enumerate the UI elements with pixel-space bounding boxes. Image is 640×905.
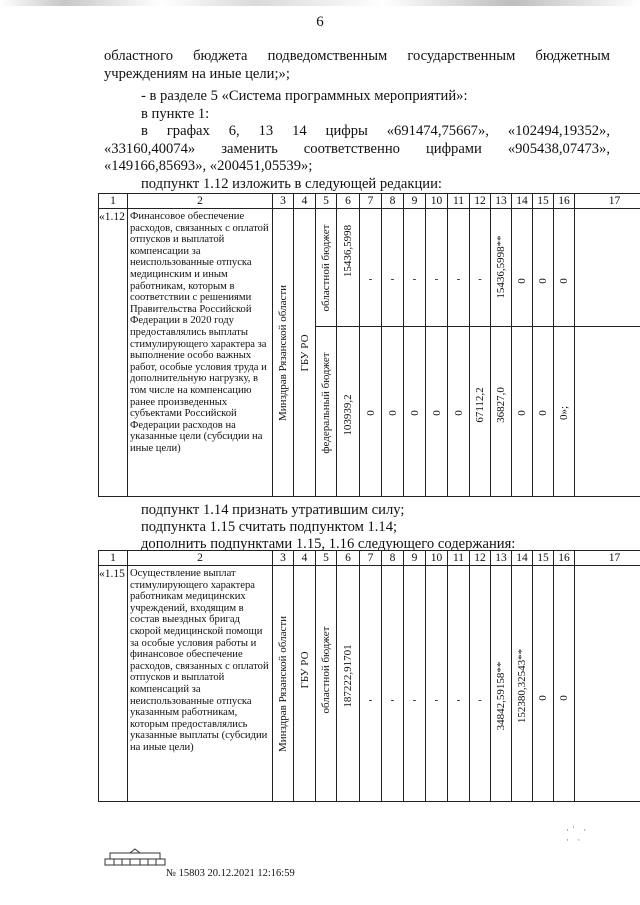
value-cell xyxy=(382,566,404,802)
value-text: - xyxy=(434,694,439,706)
value-text: - xyxy=(390,694,395,706)
value-cell xyxy=(360,327,382,497)
header-cell: 11 xyxy=(448,194,470,209)
value-text: 0 xyxy=(364,410,377,416)
funding-source: федеральный бюджет xyxy=(320,352,332,454)
header-cell: 7 xyxy=(360,194,382,209)
header-cell: 6 xyxy=(337,551,360,566)
value-text: 152380,32543** xyxy=(516,648,528,724)
header-cell: 4 xyxy=(294,551,316,566)
header-cell: 6 xyxy=(337,194,360,209)
value-text: 0 xyxy=(537,695,549,701)
header-cell: 9 xyxy=(404,551,426,566)
value-text: - xyxy=(368,694,373,706)
value-cell xyxy=(575,566,640,802)
value-text: 0 xyxy=(558,695,570,701)
value-cell xyxy=(533,209,554,327)
item-description: Финансовое обеспечение расходов, связанных с оплатой отпусков и выплатой компенсации за неиспользованные отпуска медицинским и иным работникам, которым в соответствии с решениями Правительства Российской Федерации в 2020 году предоставлялись выплаты стимулирующего характера за выполнение особо важных работ, особые условия труда и дополнительную нагрузку, в том числе на компенсацию ранее произведенных субъектами Российской Федерации расходов на указанные цели (субсидии на иные цели) xyxy=(128,209,273,497)
paragraph-line: «149166,85693», «200451,05539»; xyxy=(104,158,313,174)
paragraph-line: учреждениям на иные цели;»; xyxy=(104,66,290,82)
header-cell: 13 xyxy=(491,551,512,566)
value-text: 34842,59158** xyxy=(495,661,507,731)
value-text: 0 xyxy=(558,278,570,284)
paragraph-line: областного бюджета подведомственным государственным бюджетным xyxy=(104,48,610,64)
value-cell xyxy=(337,327,360,497)
value-cell xyxy=(448,327,470,497)
value-cell xyxy=(512,566,533,802)
header-cell: 11 xyxy=(448,551,470,566)
value-text: 0»; xyxy=(558,405,570,421)
executor-cell xyxy=(294,209,316,497)
funding-source: областной бюджет xyxy=(320,626,332,714)
item-number: «1.15 xyxy=(99,566,128,802)
header-cell: 5 xyxy=(316,551,337,566)
executor-text: ГБУ РО xyxy=(298,651,311,689)
value-cell xyxy=(337,566,360,802)
value-text: 0 xyxy=(430,410,443,416)
funding-source-cell xyxy=(316,566,337,802)
value-cell xyxy=(512,327,533,497)
header-cell: 1 xyxy=(99,551,128,566)
value-cell xyxy=(533,566,554,802)
header-cell: 1 xyxy=(99,194,128,209)
header-cell: 4 xyxy=(294,194,316,209)
value-cell xyxy=(426,327,448,497)
scan-specks: ·˙ · · · xyxy=(566,825,590,845)
value-text: 67112,2 xyxy=(474,387,486,423)
value-text: - xyxy=(456,273,461,285)
value-cell xyxy=(337,209,360,327)
value-cell xyxy=(382,209,404,327)
program-table-2 xyxy=(98,550,640,802)
value-cell xyxy=(448,566,470,802)
header-cell: 8 xyxy=(382,551,404,566)
value-text: - xyxy=(368,273,373,285)
header-cell: 3 xyxy=(273,194,294,209)
ministry-cell xyxy=(273,209,294,497)
header-cell: 7 xyxy=(360,551,382,566)
value-text: 0 xyxy=(452,410,465,416)
total-value: 15436,5998 xyxy=(342,224,354,278)
value-cell xyxy=(470,327,491,497)
value-cell xyxy=(426,209,448,327)
value-text: - xyxy=(478,694,482,706)
paragraph-line: подпункта 1.15 считать подпунктом 1.14; xyxy=(141,519,398,535)
value-cell xyxy=(382,327,404,497)
value-cell xyxy=(533,327,554,497)
table-row xyxy=(99,209,640,327)
header-cell: 10 xyxy=(426,551,448,566)
value-text: - xyxy=(412,694,417,706)
header-cell: 16 xyxy=(554,194,575,209)
paragraph-line: «33160,40074» заменить соответственно цифрами «905438,07473», xyxy=(104,141,610,157)
value-cell xyxy=(426,566,448,802)
funding-source: областной бюджет xyxy=(320,224,332,311)
header-cell: 14 xyxy=(512,551,533,566)
table-header-row xyxy=(99,194,640,209)
total-value: 187222,91701 xyxy=(342,644,354,708)
value-cell xyxy=(404,209,426,327)
value-cell xyxy=(491,327,512,497)
item-number: «1.12 xyxy=(99,209,128,497)
value-text: 15436,5998** xyxy=(495,235,507,299)
value-text: 0 xyxy=(408,410,421,416)
value-cell xyxy=(554,327,575,497)
value-text: 0 xyxy=(537,278,549,284)
value-cell xyxy=(575,327,640,497)
value-text: - xyxy=(456,694,461,706)
ministry-text: Минздрав Рязанской области xyxy=(277,615,289,752)
value-cell xyxy=(491,209,512,327)
value-cell xyxy=(360,209,382,327)
funding-source-cell xyxy=(316,209,337,327)
header-cell: 12 xyxy=(470,194,491,209)
value-text: 0 xyxy=(516,278,528,284)
edms-stamp-logo xyxy=(104,848,166,866)
paragraph-line: - в разделе 5 «Система программных мероприятий»: xyxy=(141,88,468,104)
item-description: Осуществление выплат стимулирующего характера работникам медицинских учреждений, входящим в состав выездных бригад скорой медицинской помощи за особые условия работы и финансовое обеспечение расходов, связанных с оплатой отпусков и выплатой компенсаций за неиспользованные отпуска указанным работникам, которым предоставлялись указанные выплаты (субсидии на иные цели) xyxy=(128,566,273,802)
header-cell: 2 xyxy=(128,194,273,209)
header-cell: 14 xyxy=(512,194,533,209)
value-text: 0 xyxy=(386,410,399,416)
value-text: 0 xyxy=(516,410,528,416)
ministry-cell xyxy=(273,566,294,802)
executor-text: ГБУ РО xyxy=(298,333,311,372)
header-cell: 5 xyxy=(316,194,337,209)
ministry-text: Минздрав Рязанской области xyxy=(277,284,289,421)
total-value: 103939,2 xyxy=(342,394,354,436)
value-text: 36827,0 xyxy=(495,387,507,423)
header-cell: 8 xyxy=(382,194,404,209)
document-registration: № 15803 20.12.2021 12:16:59 xyxy=(166,868,295,879)
header-cell: 2 xyxy=(128,551,273,566)
value-text: - xyxy=(434,273,439,285)
paragraph-line: в пункте 1: xyxy=(141,106,210,122)
header-cell: 16 xyxy=(554,551,575,566)
value-cell xyxy=(470,209,491,327)
header-cell: 15 xyxy=(533,551,554,566)
value-cell xyxy=(554,566,575,802)
executor-cell xyxy=(294,566,316,802)
value-cell xyxy=(404,327,426,497)
header-cell: 9 xyxy=(404,194,426,209)
paragraph-line: подпункт 1.14 признать утратившим силу; xyxy=(141,502,405,518)
value-cell xyxy=(470,566,491,802)
value-cell xyxy=(512,209,533,327)
program-table-1 xyxy=(98,193,640,497)
value-cell xyxy=(360,566,382,802)
paragraph-line: подпункт 1.12 изложить в следующей редакции: xyxy=(141,176,442,192)
paragraph-line: в графах 6, 13 14 цифры «691474,75667», «102494,19352», xyxy=(141,123,610,139)
value-text: - xyxy=(478,273,482,285)
value-cell xyxy=(404,566,426,802)
value-text: 0 xyxy=(537,410,549,416)
page-number: 6 xyxy=(316,14,324,30)
paragraph-line: дополнить подпунктами 1.15, 1.16 следующего содержания: xyxy=(141,536,516,552)
header-cell: 12 xyxy=(470,551,491,566)
value-cell xyxy=(575,209,640,327)
header-cell: 17 xyxy=(575,194,640,209)
header-cell: 10 xyxy=(426,194,448,209)
building-icon xyxy=(104,848,166,866)
value-text: - xyxy=(390,273,395,285)
header-cell: 13 xyxy=(491,194,512,209)
value-cell xyxy=(554,209,575,327)
value-text: - xyxy=(412,273,417,285)
value-cell xyxy=(448,209,470,327)
header-cell: 3 xyxy=(273,551,294,566)
scan-top-edge xyxy=(0,0,640,6)
header-cell: 17 xyxy=(575,551,640,566)
header-cell: 15 xyxy=(533,194,554,209)
table-header-row xyxy=(99,551,640,566)
funding-source-cell xyxy=(316,327,337,497)
table-row xyxy=(99,566,640,802)
value-cell xyxy=(491,566,512,802)
